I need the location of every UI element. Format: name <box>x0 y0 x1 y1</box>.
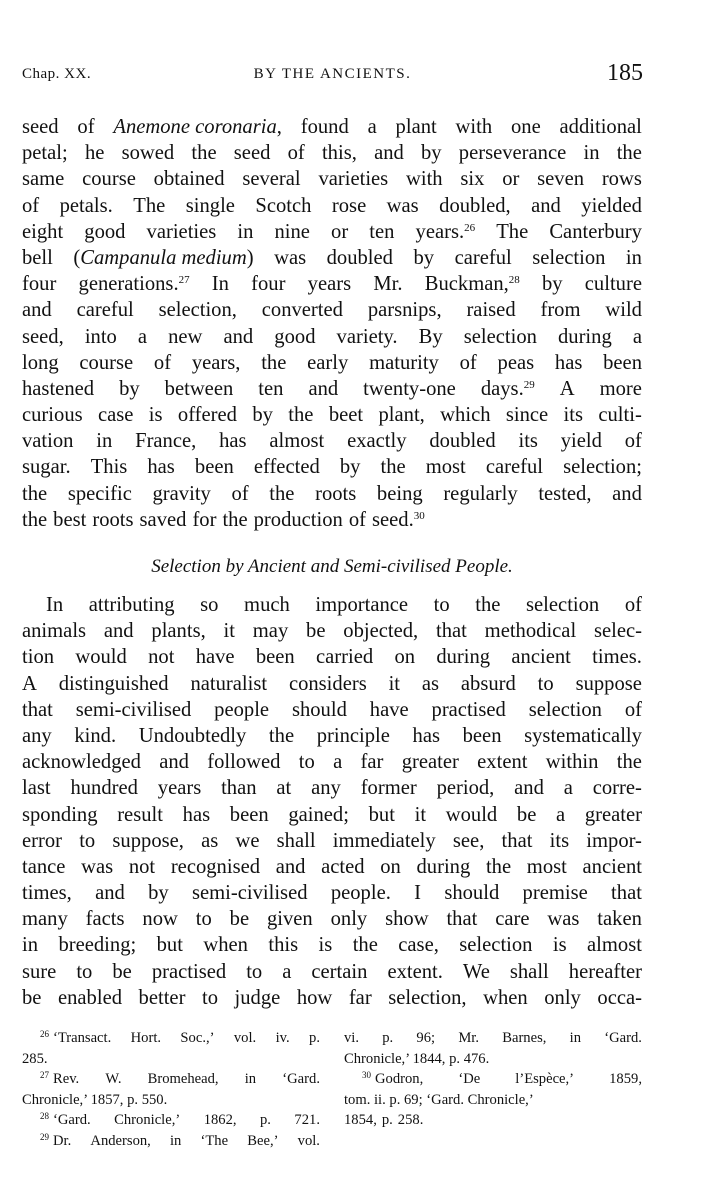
footnote-continuation: Chronicle,’ 1844, p. 476. <box>344 1050 490 1067</box>
footnotes-right-column <box>344 1028 642 1151</box>
text-line: many facts now to be given only show that care was taken <box>22 908 642 931</box>
text-line: error to suppose, as we shall immediately see, that its impor- <box>22 829 642 852</box>
text-line: petal; he sowed the seed of this, and by perseverance in the <box>22 142 642 165</box>
text-line: be enabled better to judge how far selection, when only occa- <box>22 986 642 1009</box>
footnote: vi. p. 96; Mr. Barnes, in ‘Gard. <box>344 1030 642 1046</box>
text-line: times, and by semi-civilised people. I should premise that <box>22 882 642 905</box>
text-line: A distinguished naturalist considers it as absurd to suppose <box>22 672 642 695</box>
text-line: and careful selection, converted parsnips, raised from wild <box>22 299 642 322</box>
text-line: same course obtained several varieties with six or seven rows <box>22 168 642 191</box>
text-line: bell (Campanula medium) was doubled by careful selection in <box>22 246 642 269</box>
text-line: curious case is offered by the beet plant, which since its culti- <box>22 404 642 427</box>
text-line: long course of years, the early maturity of peas has been <box>22 351 642 374</box>
chapter-label: Chap. XX. <box>22 66 92 82</box>
footnotes-left-column <box>22 1028 320 1151</box>
footnote: $^{26}$ ‘Transact. Hort. Soc.,’ vol. iv. p. <box>40 1029 320 1046</box>
text-line: in breeding; but when this is the case, selection is almost <box>22 934 642 957</box>
footnotes <box>22 1028 642 1151</box>
text-line: seed, into a new and good variety. By selection during a <box>22 325 642 348</box>
footnote-continuation: 285. <box>22 1050 48 1067</box>
text-line: the best roots saved for the production of seed.$^{30}$ <box>22 508 425 531</box>
text-line: any kind. Undoubtedly the principle has been systematically <box>22 724 642 747</box>
text-line: tion would not have been carried on during ancient times. <box>22 646 642 669</box>
text-line: last hundred years than at any former period, and a corre- <box>22 777 642 800</box>
footnote-continuation: tom. ii. p. 69; ‘Gard. Chronicle,’ <box>344 1091 534 1108</box>
text-line: of petals. The single Scotch rose was doubled, and yielded <box>22 194 642 217</box>
footnote: $^{28}$ ‘Gard. Chronicle,’ 1862, p. 721. <box>40 1111 320 1128</box>
footnote: $^{27}$ Rev. W. Bromehead, in ‘Gard. <box>40 1070 320 1087</box>
footnote: 1854, p. 258. <box>344 1112 424 1128</box>
section-heading: Selection by Ancient and Semi-civilised People. <box>151 556 513 577</box>
footnote: $^{29}$ Dr. Anderson, in ‘The Bee,’ vol. <box>40 1131 320 1149</box>
text-line: sure to be practised to a certain extent. We shall hereafter <box>22 960 642 983</box>
text-line: sugar. This has been effected by the most careful selection; <box>22 456 642 479</box>
text-line: animals and plants, it may be objected, that methodical selec- <box>22 620 642 643</box>
text-line: four generations.$^{27}$ In four years Mr. Buckman,$^{28}$ by culture <box>22 273 642 296</box>
paragraph-1 <box>22 114 642 533</box>
footnote: $^{30}$ Godron, ‘De l’Espèce,’ 1859, <box>362 1070 642 1087</box>
running-title: BY THE ANCIENTS. <box>253 66 412 82</box>
text-line: eight good varieties in nine or ten years.$^{26}$ The Canterbury <box>22 220 642 243</box>
text-line: vation in France, has almost exactly doubled its yield of <box>22 430 642 453</box>
text-line: the specific gravity of the roots being regularly tested, and <box>22 482 642 505</box>
text-line: acknowledged and followed to a far greater extent within the <box>22 751 642 774</box>
footnote-continuation: Chronicle,’ 1857, p. 550. <box>22 1091 168 1108</box>
text-line: sponding result has been gained; but it would be a greater <box>22 803 642 826</box>
text-line: hastened by between ten and twenty-one days.$^{29}$ A more <box>22 377 642 400</box>
text-line: In attributing so much importance to the selection of <box>46 594 642 616</box>
paragraph-2 <box>22 592 642 1011</box>
text-line: seed of Anemone coronaria, found a plant with one additional <box>22 116 642 138</box>
text-line: that semi-civilised people should have practised selection of <box>22 698 642 721</box>
page-number: 185 <box>607 60 643 86</box>
running-header <box>22 62 643 92</box>
text-line: tance was not recognised and acted on during the most ancient <box>22 855 642 878</box>
